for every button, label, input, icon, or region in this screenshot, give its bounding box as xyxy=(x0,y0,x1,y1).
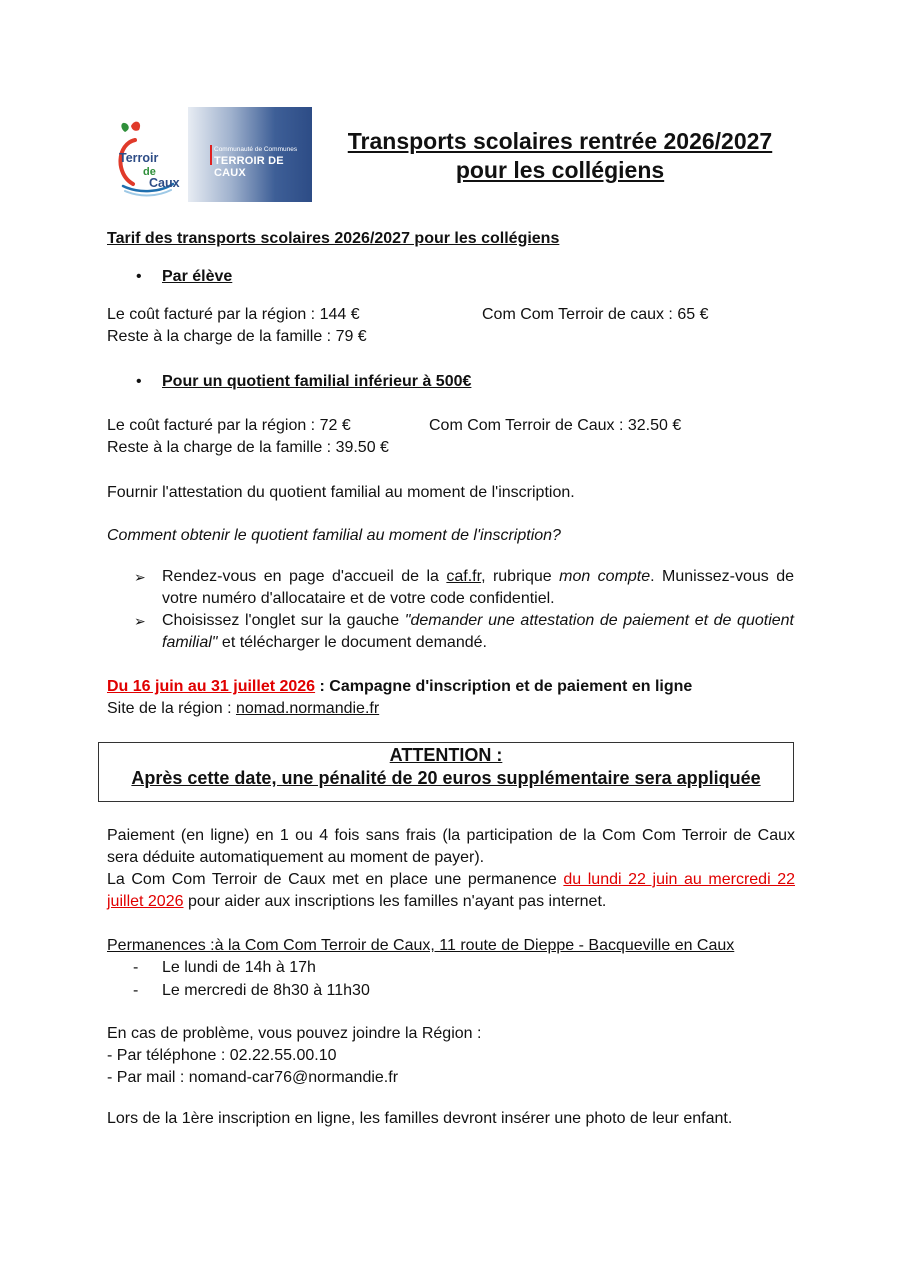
contact-phone: - Par téléphone : 02.22.55.00.10 xyxy=(107,1047,337,1064)
attention-text: Après cette date, une pénalité de 20 euros supplémentaire sera appliquée xyxy=(131,768,761,788)
campaign-dates: Du 16 juin au 31 juillet 2026 xyxy=(107,678,316,695)
per-student-family: Reste à la charge de la famille : 79 € xyxy=(107,328,367,345)
tarif-heading: Tarif des transports scolaires 2026/2027 pour les collégiens xyxy=(107,230,560,247)
attention-box xyxy=(98,742,794,802)
quotient-comcom: Com Com Terroir de Caux : 32.50 € xyxy=(429,417,682,434)
provide-attestation: Fournir l'attestation du quotient familial au moment de l'inscription. xyxy=(107,484,575,501)
caf-link[interactable]: caf.fr xyxy=(446,568,482,585)
step-1-text-a: Rendez-vous en page d'accueil de la xyxy=(162,568,447,585)
step-1 xyxy=(162,566,794,610)
logo-word-de: de xyxy=(143,166,156,178)
logo-red-bar xyxy=(210,145,212,165)
campaign-label: : Campagne d'inscription et de paiement en ligne xyxy=(315,678,693,695)
step-2-text-b: et télécharger le document demandé. xyxy=(217,634,487,651)
dash-bullet: - xyxy=(133,959,139,976)
step-1-text-c: . Munissez-vous de votre numéro d'allocataire et de votre code confidentiel. xyxy=(162,568,794,607)
payment-text-2 xyxy=(107,869,795,913)
logo-big-text: TERROIR DE CAUX xyxy=(214,155,284,179)
per-student-comcom: Com Com Terroir de caux : 65 € xyxy=(482,306,709,323)
how-to-question: Comment obtenir le quotient familial au moment de l'inscription? xyxy=(107,527,561,544)
terroir-de-caux-logo xyxy=(113,118,185,200)
attention-title: ATTENTION : xyxy=(389,745,503,765)
quotient-family: Reste à la charge de la famille : 39.50 € xyxy=(107,439,389,456)
per-student-region-cost: Le coût facturé par la région : 144 € xyxy=(107,306,360,323)
permanences-heading: Permanences :à la Com Com Terroir de Caux, 11 route de Dieppe - Bacqueville en Caux xyxy=(107,937,735,954)
step-1-text-b: , rubrique xyxy=(481,568,560,585)
campaign-line xyxy=(107,676,692,698)
payment-text-2b: pour aider aux inscriptions les familles n'ayant pas internet. xyxy=(183,893,607,910)
per-student-heading: Par élève xyxy=(162,268,233,285)
logo-word-terroir: Terroir xyxy=(119,151,159,165)
title-line-2: pour les collégiens xyxy=(455,157,665,183)
site-label: Site de la région : xyxy=(107,700,236,717)
payment-text-2a: La Com Com Terroir de Caux met en place une permanence xyxy=(107,871,564,888)
dash-bullet: - xyxy=(133,982,139,999)
contact-mail: - Par mail : nomand-car76@normandie.fr xyxy=(107,1069,399,1086)
photo-note: Lors de la 1ère inscription en ligne, les familles devront insérer une photo de leur enfant. xyxy=(107,1110,733,1127)
permanence-wednesday: Le mercredi de 8h30 à 11h30 xyxy=(162,982,370,999)
arrow-bullet-icon: ➢ xyxy=(134,613,146,629)
quotient-region-cost: Le coût facturé par la région : 72 € xyxy=(107,417,351,434)
step-2-text-a: Choisissez l'onglet sur la gauche xyxy=(162,612,405,629)
permanence-monday: Le lundi de 14h à 17h xyxy=(162,959,316,976)
nomad-link[interactable]: nomad.normandie.fr xyxy=(235,700,380,717)
step-2 xyxy=(162,610,794,654)
bullet-icon: • xyxy=(136,268,142,285)
contact-intro: En cas de problème, vous pouvez joindre la Région : xyxy=(107,1025,482,1042)
title-line-1: Transports scolaires rentrée 2026/2027 xyxy=(347,128,773,154)
permanence-dates: du lundi 22 juin au mercredi 22 juillet 2026 xyxy=(107,871,796,910)
quotient-heading: Pour un quotient familial inférieur à 500€ xyxy=(162,373,472,390)
site-line xyxy=(107,698,379,720)
payment-text-1: Paiement (en ligne) en 1 ou 4 fois sans frais (la participation de la Com Com Terroir de Caux sera déduite automatiquement au moment de payer). xyxy=(107,827,795,866)
page-title xyxy=(330,127,790,185)
step-2-italic: "demander une attestation de paiement et de quotient familial" xyxy=(162,612,794,651)
comcom-logo xyxy=(188,107,312,202)
step-1-italic: mon compte xyxy=(559,568,651,585)
arrow-bullet-icon: ➢ xyxy=(134,569,146,585)
bullet-icon: • xyxy=(136,373,142,390)
logo-word-caux: Caux xyxy=(149,176,180,190)
logo-small-text: Communauté de Communes xyxy=(214,146,298,153)
